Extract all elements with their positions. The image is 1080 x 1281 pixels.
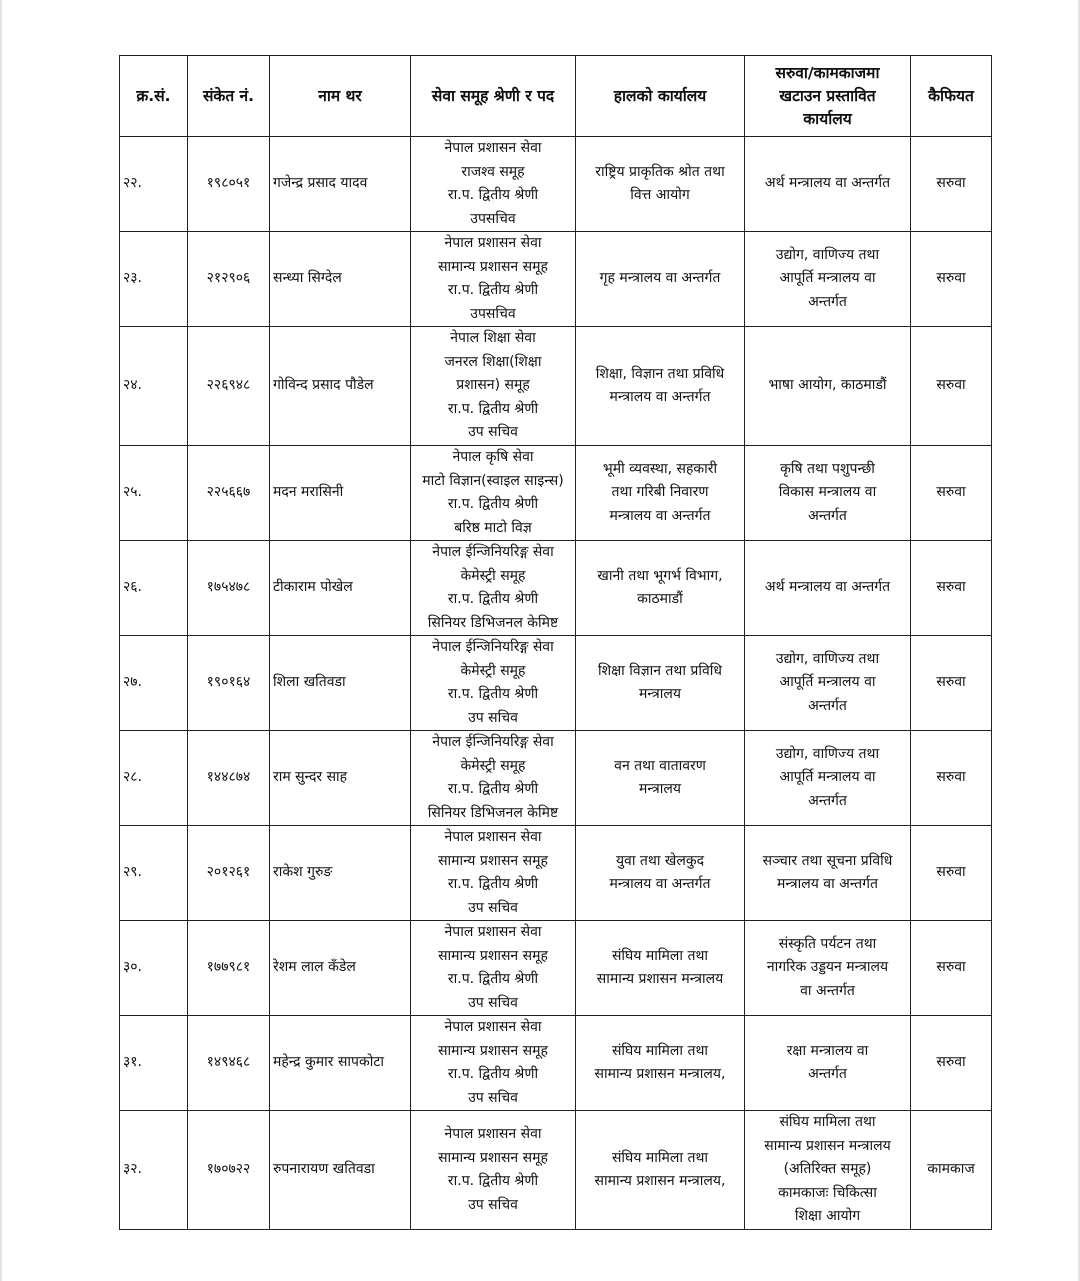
- name-cell: टीकाराम पोखेल: [270, 541, 411, 636]
- service-cell-line: नेपाल शिक्षा सेवा: [450, 330, 536, 347]
- code-number-cell: १९८०५१: [188, 137, 270, 232]
- service-cell: [411, 137, 576, 232]
- proposed-office-cell-line: विकास मन्त्रालय वा: [778, 484, 877, 501]
- current-office-cell-line: खानी तथा भूगर्भ विभाग,: [597, 567, 723, 584]
- proposed-office-cell: [745, 446, 911, 541]
- service-cell-line: नेपाल ईन्जिनियरिङ्ग सेवा: [432, 734, 554, 750]
- name-cell: मदन मरासिनी: [270, 446, 411, 541]
- code-number-cell: २१२९०६: [188, 232, 270, 327]
- service-cell-line: रा.प. द्वितीय श्रेणी: [447, 591, 539, 607]
- name-cell: शिला खतिवडा: [270, 636, 411, 731]
- service-cell-line: बरिष्ठ माटो विज्ञ: [454, 519, 532, 536]
- proposed-office-cell-line: उद्योग, वाणिज्य तथा: [775, 745, 880, 762]
- proposed-office-cell-line: आपूर्ति मन्त्रालय वा: [779, 769, 876, 786]
- code-number-cell: १९०१६४: [188, 636, 270, 731]
- service-cell-line: प्रशासन) समूह: [456, 377, 530, 394]
- header-proposed-office-line: खटाउन प्रस्तावित: [779, 86, 876, 105]
- current-office-cell: [576, 731, 745, 826]
- serial-number-cell: २५.: [120, 446, 188, 541]
- table-row: [120, 541, 992, 636]
- serial-number-cell: २३.: [120, 232, 188, 327]
- table-row: [120, 1016, 992, 1111]
- table-row: [120, 137, 992, 232]
- service-cell: [411, 232, 576, 327]
- proposed-office-cell-line: रक्षा मन्त्रालय वा: [786, 1042, 869, 1059]
- service-cell-line: उप सचिव: [468, 709, 518, 726]
- header-sn: क्र.सं.: [120, 56, 188, 137]
- service-cell-line: सामान्य प्रशासन समूह: [438, 1149, 548, 1166]
- service-cell-line: नेपाल प्रशासन सेवा: [444, 924, 542, 940]
- proposed-office-cell: [745, 1016, 911, 1111]
- remarks-cell: सरुवा: [911, 1016, 992, 1111]
- serial-number-cell: ३२.: [120, 1111, 188, 1230]
- proposed-office-cell-line: अन्तर्गत: [808, 792, 847, 809]
- service-cell-line: रा.प. द्वितीय श्रेणी: [447, 876, 539, 892]
- service-cell: [411, 921, 576, 1016]
- service-cell: [411, 1016, 576, 1111]
- current-office-cell-line: मन्त्रालय वा अन्तर्गत: [609, 876, 711, 892]
- current-office-cell-line: काठमाडौं: [637, 591, 683, 607]
- name-cell: रेशम लाल कँडेल: [270, 921, 411, 1016]
- service-cell-line: उपसचिव: [470, 305, 516, 322]
- proposed-office-cell-line: शिक्षा आयोग: [794, 1208, 861, 1225]
- header-remarks: कैफियत: [911, 56, 992, 137]
- proposed-office-cell: [745, 636, 911, 731]
- service-cell-line: नेपाल प्रशासन सेवा: [444, 235, 542, 251]
- service-cell-line: नेपाल कृषि सेवा: [452, 449, 534, 465]
- proposed-office-cell: [745, 137, 911, 232]
- code-number-cell: २२५६६७: [188, 446, 270, 541]
- service-cell: [411, 636, 576, 731]
- table-row: [120, 446, 992, 541]
- current-office-cell: [576, 636, 745, 731]
- proposed-office-cell-line: (अतिरिक्त समूह): [783, 1161, 872, 1178]
- service-cell-line: उप सचिव: [468, 424, 518, 441]
- proposed-office-cell-line: संघिय मामिला तथा: [779, 1114, 876, 1131]
- service-cell-line: उप सचिव: [468, 994, 518, 1011]
- remarks-cell: सरुवा: [911, 636, 992, 731]
- remarks-cell: सरुवा: [911, 921, 992, 1016]
- current-office-cell-line: भूमी व्यवस्था, सहकारी: [602, 460, 718, 477]
- proposed-office-cell-line: उद्योग, वाणिज्य तथा: [775, 650, 880, 667]
- remarks-cell: सरुवा: [911, 327, 992, 446]
- remarks-cell: कामकाज: [911, 1111, 992, 1230]
- current-office-cell: [576, 921, 745, 1016]
- service-cell-line: उप सचिव: [468, 1089, 518, 1106]
- table-row: [120, 232, 992, 327]
- service-cell-line: नेपाल ईन्जिनियरिङ्ग सेवा: [432, 544, 554, 560]
- serial-number-cell: ३०.: [120, 921, 188, 1016]
- table-row: [120, 327, 992, 446]
- remarks-cell: सरुवा: [911, 731, 992, 826]
- header-current-office: हालको कार्यालय: [576, 56, 745, 137]
- service-cell-line: सामान्य प्रशासन समूह: [438, 852, 548, 869]
- name-cell: गजेन्द्र प्रसाद यादव: [270, 137, 411, 232]
- current-office-cell: [576, 232, 745, 327]
- remarks-cell: सरुवा: [911, 541, 992, 636]
- code-number-cell: २२६९४८: [188, 327, 270, 446]
- service-cell-line: रा.प. द्वितीय श्रेणी: [447, 686, 539, 702]
- remarks-cell: सरुवा: [911, 232, 992, 327]
- header-service: सेवा समूह श्रेणी र पद: [411, 56, 576, 137]
- proposed-office-cell-line: वा अन्तर्गत: [800, 982, 855, 999]
- header-proposed-office-line: सरुवा/कामकाजमा: [775, 63, 880, 82]
- serial-number-cell: २२.: [120, 137, 188, 232]
- proposed-office-cell-line: आपूर्ति मन्त्रालय वा: [779, 674, 876, 691]
- remarks-cell: सरुवा: [911, 137, 992, 232]
- code-number-cell: १४९४६८: [188, 1016, 270, 1111]
- current-office-cell-line: शिक्षा, विज्ञान तथा प्रविधि: [595, 365, 725, 382]
- proposed-office-cell-line: संस्कृति पर्यटन तथा: [778, 935, 877, 952]
- service-cell-line: सिनियर डिभिजनल केमिष्ट: [427, 804, 559, 821]
- current-office-cell-line: मन्त्रालय वा अन्तर्गत: [609, 389, 711, 405]
- current-office-cell: [576, 446, 745, 541]
- serial-number-cell: २६.: [120, 541, 188, 636]
- serial-number-cell: २७.: [120, 636, 188, 731]
- current-office-cell-line: संघिय मामिला तथा: [611, 947, 709, 964]
- serial-number-cell: २४.: [120, 327, 188, 446]
- proposed-office-cell: [745, 232, 911, 327]
- service-cell-line: केमेस्ट्री समूह: [460, 662, 526, 679]
- service-cell-line: रा.प. द्वितीय श्रेणी: [447, 1173, 539, 1189]
- service-cell-line: जनरल शिक्षा(शिक्षा: [444, 353, 542, 370]
- serial-number-cell: २९.: [120, 826, 188, 921]
- proposed-office-cell-line: नागरिक उड्डयन मन्त्रालय: [766, 959, 889, 976]
- proposed-office-cell: [745, 921, 911, 1016]
- code-number-cell: १७७९८१: [188, 921, 270, 1016]
- current-office-cell-line: गृह मन्त्रालय वा अन्तर्गत: [599, 270, 721, 287]
- proposed-office-cell: [745, 327, 911, 446]
- current-office-cell-line: वित्त आयोग: [630, 187, 690, 203]
- service-cell-line: नेपाल ईन्जिनियरिङ्ग सेवा: [432, 639, 554, 655]
- current-office-cell-line: मन्त्रालय: [639, 686, 681, 702]
- current-office-cell-line: सामान्य प्रशासन मन्त्रालय: [596, 971, 724, 987]
- current-office-cell-line: मन्त्रालय: [639, 781, 681, 797]
- remarks-cell: सरुवा: [911, 826, 992, 921]
- proposed-office-cell-line: अन्तर्गत: [808, 1066, 847, 1082]
- header-code: संकेत नं.: [188, 56, 270, 137]
- service-cell-line: सिनियर डिभिजनल केमिष्ट: [427, 614, 559, 631]
- table-row: [120, 921, 992, 1016]
- serial-number-cell: ३१.: [120, 1016, 188, 1111]
- service-cell: [411, 327, 576, 446]
- service-cell-line: केमेस्ट्री समूह: [460, 757, 526, 774]
- service-cell-line: सामान्य प्रशासन समूह: [438, 947, 548, 964]
- service-cell: [411, 1111, 576, 1230]
- service-cell-line: केमेस्ट्री समूह: [460, 567, 526, 584]
- table-body: [120, 137, 992, 1230]
- code-number-cell: १७५४७८: [188, 541, 270, 636]
- name-cell: रुपनारायण खतिवडा: [270, 1111, 411, 1230]
- proposed-office-cell-line: सञ्चार तथा सूचना प्रविधि: [762, 852, 893, 869]
- service-cell: [411, 826, 576, 921]
- current-office-cell-line: शिक्षा विज्ञान तथा प्रविधि: [597, 662, 723, 679]
- code-number-cell: १७०७२२: [188, 1111, 270, 1230]
- name-cell: सन्ध्या सिग्देल: [270, 232, 411, 327]
- service-cell: [411, 541, 576, 636]
- service-cell-line: राजश्व समूह: [461, 163, 525, 180]
- proposed-office-cell-line: मन्त्रालय वा अन्तर्गत: [776, 876, 879, 892]
- current-office-cell-line: संघिय मामिला तथा: [611, 1149, 709, 1166]
- proposed-office-cell: [745, 826, 911, 921]
- current-office-cell-line: सामान्य प्रशासन मन्त्रालय,: [594, 1173, 726, 1189]
- name-cell: राम सुन्दर साह: [270, 731, 411, 826]
- proposed-office-cell: [745, 1111, 911, 1230]
- proposed-office-cell-line: अन्तर्गत: [808, 697, 847, 714]
- current-office-cell: [576, 327, 745, 446]
- current-office-cell: [576, 541, 745, 636]
- current-office-cell: [576, 1111, 745, 1230]
- service-cell-line: रा.प. द्वितीय श्रेणी: [447, 400, 539, 417]
- current-office-cell-line: संघिय मामिला तथा: [611, 1042, 709, 1059]
- proposed-office-cell-line: अन्तर्गत: [808, 507, 847, 524]
- serial-number-cell: २८.: [120, 731, 188, 826]
- service-cell-line: उप सचिव: [468, 1196, 518, 1213]
- service-cell-line: रा.प. द्वितीय श्रेणी: [447, 282, 539, 298]
- service-cell-line: नेपाल प्रशासन सेवा: [444, 140, 542, 156]
- proposed-office-cell-line: कृषि तथा पशुपन्छी: [780, 460, 875, 477]
- current-office-cell-line: सामान्य प्रशासन मन्त्रालय,: [594, 1066, 726, 1082]
- name-cell: राकेश गुरुङ: [270, 826, 411, 921]
- proposed-office-cell-line: आपूर्ति मन्त्रालय वा: [779, 270, 876, 287]
- service-cell-line: रा.प. द्वितीय श्रेणी: [447, 1066, 539, 1082]
- name-cell: गोविन्द प्रसाद पौडेल: [270, 327, 411, 446]
- remarks-cell: सरुवा: [911, 446, 992, 541]
- current-office-cell-line: वन तथा वातावरण: [614, 757, 706, 774]
- proposed-office-cell-line: कामकाजः चिकित्सा: [778, 1184, 877, 1201]
- service-cell: [411, 731, 576, 826]
- service-cell-line: रा.प. द्वितीय श्रेणी: [447, 971, 539, 987]
- current-office-cell-line: मन्त्रालय वा अन्तर्गत: [609, 507, 711, 524]
- service-cell-line: नेपाल प्रशासन सेवा: [444, 1126, 542, 1142]
- header-name: नाम थर: [270, 56, 411, 137]
- proposed-office-cell-line: सामान्य प्रशासन मन्त्रालय: [764, 1137, 891, 1154]
- proposed-office-cell-line: अन्तर्गत: [808, 293, 847, 310]
- service-cell-line: रा.प. द्वितीय श्रेणी: [447, 781, 539, 797]
- table-row: [120, 636, 992, 731]
- service-cell-line: नेपाल प्रशासन सेवा: [444, 829, 542, 845]
- current-office-cell-line: राष्ट्रिय प्राकृतिक श्रोत तथा: [595, 163, 725, 180]
- proposed-office-cell-line: उद्योग, वाणिज्य तथा: [775, 246, 880, 263]
- table-row: [120, 826, 992, 921]
- proposed-office-cell-line: अर्थ मन्त्रालय वा अन्तर्गत: [764, 579, 891, 596]
- current-office-cell: [576, 1016, 745, 1111]
- table-row: [120, 1111, 992, 1230]
- proposed-office-cell-line: अर्थ मन्त्रालय वा अन्तर्गत: [764, 175, 891, 192]
- service-cell: [411, 446, 576, 541]
- service-cell-line: माटो विज्ञान(स्वाइल साइन्स): [422, 472, 564, 489]
- current-office-cell-line: युवा तथा खेलकुद: [615, 852, 705, 869]
- proposed-office-cell-line: भाषा आयोग, काठमाडौं: [768, 377, 887, 394]
- name-cell: महेन्द्र कुमार सापकोटा: [270, 1016, 411, 1111]
- service-cell-line: रा.प. द्वितीय श्रेणी: [447, 496, 539, 512]
- header-proposed-office-line: कार्यालय: [803, 109, 852, 128]
- service-cell-line: रा.प. द्वितीय श्रेणी: [447, 187, 539, 203]
- code-number-cell: २०१२६१: [188, 826, 270, 921]
- header-row: [120, 56, 992, 137]
- transfer-table: [119, 55, 992, 1230]
- current-office-cell: [576, 137, 745, 232]
- proposed-office-cell: [745, 541, 911, 636]
- current-office-cell-line: तथा गरिबी निवारण: [611, 484, 709, 501]
- service-cell-line: सामान्य प्रशासन समूह: [438, 1042, 548, 1059]
- service-cell-line: उप सचिव: [468, 899, 518, 916]
- table-row: [120, 731, 992, 826]
- current-office-cell: [576, 826, 745, 921]
- service-cell-line: उपसचिव: [470, 210, 516, 227]
- service-cell-line: सामान्य प्रशासन समूह: [438, 258, 548, 275]
- header-proposed-office: [745, 56, 911, 137]
- service-cell-line: नेपाल प्रशासन सेवा: [444, 1019, 542, 1035]
- code-number-cell: १४४८७४: [188, 731, 270, 826]
- proposed-office-cell: [745, 731, 911, 826]
